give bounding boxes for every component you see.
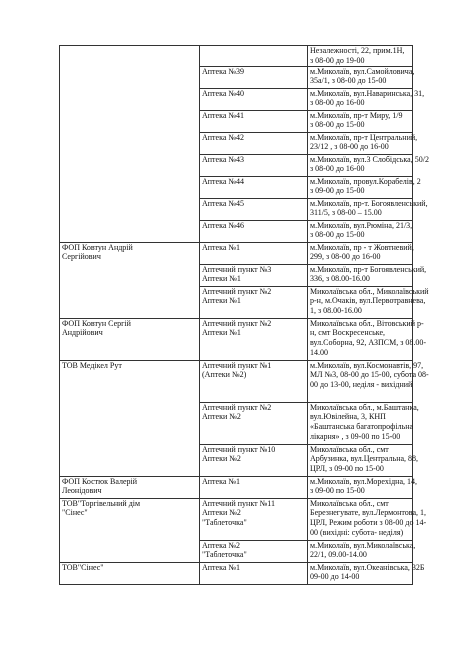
cell-line: Аптечний пункт №2 bbox=[202, 402, 272, 412]
cell-line: 1, з 08.00-16.00 bbox=[310, 306, 362, 315]
cell-line: ТОВ Медікел Рут bbox=[62, 360, 122, 370]
cell-line: "Таблеточка" bbox=[202, 550, 247, 560]
pharmacy-cell bbox=[200, 562, 308, 584]
cell-line: р-н, м.Очаків, вул.Первотравнева, bbox=[310, 296, 426, 306]
pharmacy-cell bbox=[200, 444, 308, 476]
pharmacy-cell bbox=[200, 132, 308, 154]
cell-line: лікарня» , з 09-00 по 15-00 bbox=[310, 431, 401, 441]
address-cell bbox=[308, 498, 427, 540]
cell-line: Аптечний пункт №2 bbox=[202, 286, 272, 296]
address-cell bbox=[308, 176, 421, 198]
cell-line: м.Миколаїв, пр-т Центральний, bbox=[310, 132, 418, 142]
cell-line: ФОП Ковтун Андрій bbox=[62, 242, 133, 252]
cell-line: ЦРЛ, з 09-00 по 15-00 bbox=[310, 464, 384, 473]
cell-line: м.Миколаїв, вул.Океанівська, 32Б bbox=[310, 562, 425, 572]
cell-line: м.Миколаїв, пр-т Миру, 1/9 bbox=[310, 110, 403, 120]
table-row bbox=[60, 498, 413, 540]
org-cell bbox=[60, 318, 200, 360]
cell-line: Миколаївська обл., м.Баштанка, bbox=[310, 402, 419, 412]
cell-line: Леонідович bbox=[62, 486, 102, 496]
cell-line: Аптека №1 bbox=[202, 242, 241, 252]
address-cell bbox=[308, 540, 416, 562]
pharmacy-cell bbox=[200, 176, 308, 198]
address-cell bbox=[308, 318, 427, 360]
cell-line: МЛ №3, 08-00 до 15-00, субота 08- bbox=[310, 370, 429, 380]
cell-line: н, смт Воскресенське, bbox=[310, 328, 386, 338]
cell-line: Сергійович bbox=[62, 252, 101, 262]
cell-line: Аптека №1 bbox=[202, 562, 241, 572]
pharmacy-cell bbox=[200, 498, 308, 540]
cell-line: Аптека №46 bbox=[202, 220, 245, 230]
cell-line: з 08-00 до 16-00 bbox=[310, 98, 365, 108]
pharmacy-cell bbox=[200, 242, 308, 264]
cell-line: Аптечний пункт №3 bbox=[202, 264, 272, 274]
cell-line: вул.Ювілейна, 3, КНП bbox=[310, 412, 386, 422]
address-cell bbox=[308, 286, 429, 318]
cell-line: м.Миколаїв, вул.Космонавтів, 97, bbox=[310, 360, 424, 370]
pharmacy-cell bbox=[200, 318, 308, 360]
cell-line: Арбузинка, вул.Центральна, 88, bbox=[310, 454, 419, 464]
cell-line: вул.Соборна, 92, АЗПСМ, з 08.00- bbox=[310, 338, 427, 347]
cell-line: Незалежності, 22, прим.1Н, bbox=[310, 46, 405, 55]
cell-line: 22/1, 09.00-14.00 bbox=[310, 550, 367, 560]
pharmacy-cell bbox=[200, 198, 308, 220]
cell-line: Аптеки №2 bbox=[202, 412, 241, 422]
address-cell bbox=[308, 88, 425, 110]
address-cell bbox=[308, 264, 427, 286]
cell-line: ФОП Костюк Валерій bbox=[62, 476, 138, 486]
address-cell bbox=[308, 46, 413, 67]
org-cell bbox=[60, 498, 200, 562]
cell-line: Березнегувате, вул.Лермонтова, 1, bbox=[310, 508, 427, 518]
pharmacy-cell bbox=[200, 360, 308, 402]
pharmacy-cell bbox=[200, 88, 308, 110]
address-cell bbox=[308, 110, 413, 132]
cell-line: м.Миколаїв, пр-т. Богоявленський, bbox=[310, 198, 428, 208]
cell-line: 311/5, з 08-00 – 15.00 bbox=[310, 208, 382, 218]
cell-line: 35а/1, з 08-00 до 15-00 bbox=[310, 76, 387, 86]
pharmacy-cell bbox=[200, 220, 308, 242]
cell-line: Андрійович bbox=[62, 328, 103, 338]
cell-line: Аптеки №1 bbox=[202, 296, 241, 306]
address-cell bbox=[308, 132, 418, 154]
address-cell bbox=[308, 476, 418, 498]
table-row bbox=[60, 242, 413, 264]
cell-line: м.Миколаїв, вул.3 Слобідська, 50/2 bbox=[310, 154, 429, 164]
cell-line: Аптека №45 bbox=[202, 198, 245, 208]
cell-line: 00 до 13-00, неділя - вихідний bbox=[310, 380, 413, 389]
cell-line: Аптеки №2 bbox=[202, 454, 241, 464]
cell-line: з 08-00 до 16-00 bbox=[310, 164, 365, 174]
pharmacy-cell bbox=[200, 46, 308, 67]
cell-line: з 08-00 до 19-00 bbox=[310, 55, 365, 65]
org-cell bbox=[60, 562, 200, 584]
pharmacy-cell bbox=[200, 154, 308, 176]
cell-line: м.Миколаїв, вул.Морехідна, 14, bbox=[310, 476, 418, 486]
cell-line: «Баштанська багатопрофільна bbox=[310, 422, 414, 431]
table-row bbox=[60, 562, 413, 584]
cell-line: з 09-00 по 15-00 bbox=[310, 486, 365, 496]
cell-line: Аптека №39 bbox=[202, 66, 245, 76]
address-cell bbox=[308, 444, 419, 476]
cell-line: Аптека №41 bbox=[202, 110, 245, 120]
cell-line: Аптечний пункт №1 bbox=[202, 360, 272, 370]
cell-line: м.Миколаїв, вул.Самойловича, bbox=[310, 66, 415, 76]
cell-line: м.Миколаїв, вул.Наваринська, 31, bbox=[310, 88, 425, 98]
cell-line: "Таблеточка" bbox=[202, 518, 247, 527]
cell-line: Аптека №44 bbox=[202, 176, 245, 186]
address-cell bbox=[308, 154, 429, 176]
pharmacy-cell bbox=[200, 402, 308, 444]
address-cell bbox=[308, 402, 419, 444]
cell-line: Аптека №43 bbox=[202, 154, 245, 164]
cell-line: з 08-00 до 15-00 bbox=[310, 230, 365, 240]
cell-line: (Аптеки №2) bbox=[202, 370, 247, 380]
pharmacy-table bbox=[59, 45, 429, 585]
cell-line: 23/12 , з 08-00 до 16-00 bbox=[310, 142, 389, 152]
cell-line: ФОП Ковтун Сергій bbox=[62, 318, 131, 328]
table-row bbox=[60, 360, 413, 402]
cell-line: 00 (вихідні: субота- неділя) bbox=[310, 527, 404, 537]
cell-line: Аптека №1 bbox=[202, 476, 241, 486]
cell-line: ЦРЛ, Режим роботи з 08-00 до 14- bbox=[310, 518, 427, 527]
cell-line: м.Миколаїв, пр - т Жовтневий, bbox=[310, 242, 414, 252]
cell-line: Аптечний пункт №2 bbox=[202, 318, 272, 328]
cell-line: "Сінес" bbox=[62, 508, 88, 518]
cell-line: Миколаївська обл., Миколаївський bbox=[310, 286, 429, 296]
cell-line: 299, з 08-00 до 16-00 bbox=[310, 252, 381, 262]
cell-line: м.Миколаїв, провул.Корабелів, 2 bbox=[310, 176, 421, 186]
table-row bbox=[60, 476, 413, 498]
cell-line: 336, з 08.00-16.00 bbox=[310, 274, 370, 284]
cell-line: м.Миколаїв, пр-т Богоявленський, bbox=[310, 264, 427, 274]
pharmacy-cell bbox=[200, 540, 308, 562]
cell-line: Аптечний пункт №11 bbox=[202, 498, 275, 508]
address-cell bbox=[308, 66, 413, 88]
org-cell bbox=[60, 360, 200, 476]
cell-line: Миколаївська обл., смт bbox=[310, 444, 389, 454]
org-cell bbox=[60, 46, 200, 243]
address-cell bbox=[308, 242, 413, 264]
pharmacy-cell bbox=[200, 286, 308, 318]
pharmacy-cell bbox=[200, 66, 308, 88]
cell-line: з 08-00 до 15-00 bbox=[310, 120, 365, 130]
address-cell bbox=[308, 360, 429, 402]
cell-line: Аптеки №1 bbox=[202, 328, 241, 338]
cell-line: Миколаївська обл., смт bbox=[310, 498, 389, 508]
cell-line: м.Миколаїв, вул.Рюміна, 21/3, bbox=[310, 220, 413, 230]
pharmacy-cell bbox=[200, 110, 308, 132]
cell-line: м.Миколаїв, вул.Миколаївська, bbox=[310, 540, 416, 550]
table-row bbox=[60, 46, 413, 67]
cell-line: Аптека №40 bbox=[202, 88, 245, 98]
cell-line: 14.00 bbox=[310, 347, 328, 357]
pharmacy-cell bbox=[200, 264, 308, 286]
org-cell bbox=[60, 242, 200, 318]
pharmacy-cell bbox=[200, 476, 308, 498]
table-row bbox=[60, 318, 413, 360]
cell-line: ТОВ"Сінес" bbox=[62, 562, 104, 572]
cell-line: Аптека №42 bbox=[202, 132, 245, 142]
cell-line: 09-00 до 14-00 bbox=[310, 572, 360, 582]
address-cell bbox=[308, 562, 425, 584]
cell-line: з 09-00 до 15-00 bbox=[310, 186, 365, 196]
cell-line: Аптеки №2 bbox=[202, 508, 241, 518]
address-cell bbox=[308, 198, 428, 220]
cell-line: Миколаївська обл., Вітовський р- bbox=[310, 318, 424, 328]
cell-line: Аптеки №1 bbox=[202, 274, 241, 284]
cell-line: Аптека №2 bbox=[202, 540, 241, 550]
cell-line: ТОВ"Торгівельний дім bbox=[62, 498, 141, 508]
address-cell bbox=[308, 220, 413, 242]
cell-line: Аптечний пункт №10 bbox=[202, 444, 276, 454]
org-cell bbox=[60, 476, 200, 498]
